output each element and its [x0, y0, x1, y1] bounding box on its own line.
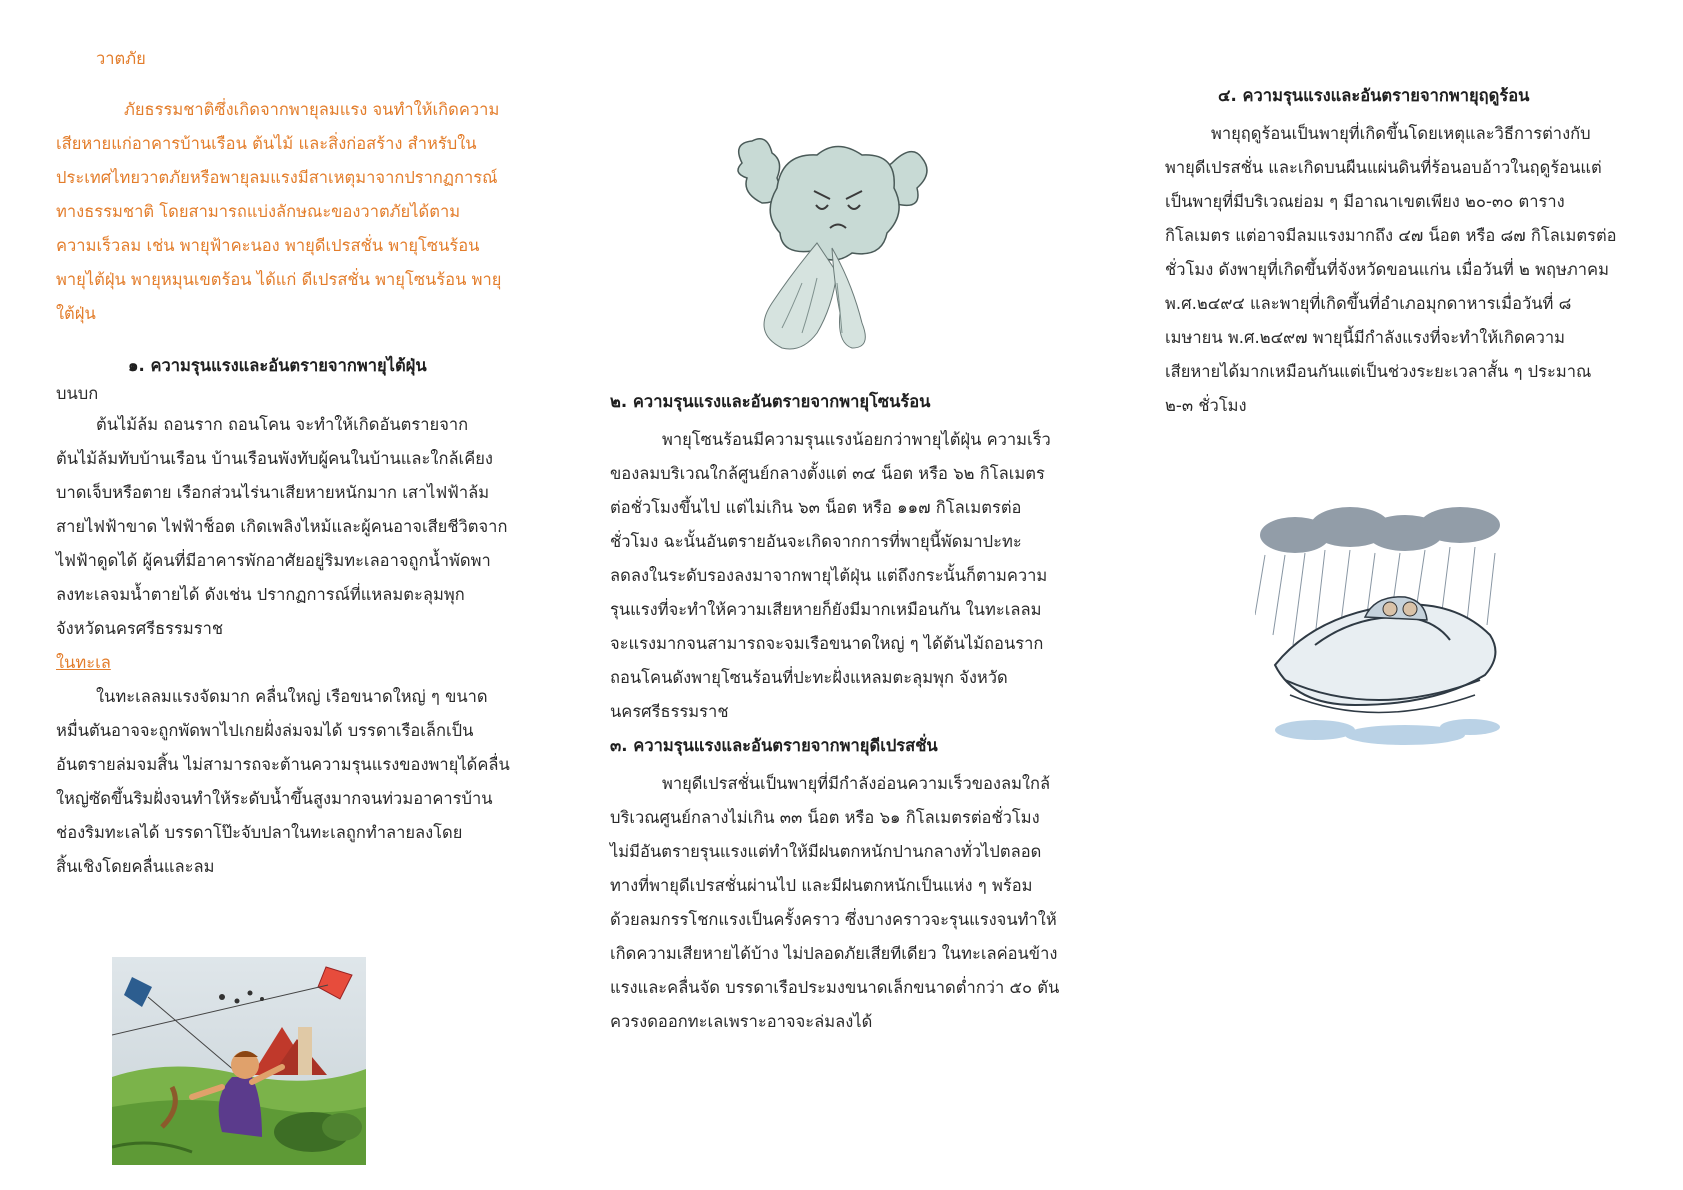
sea-line: ใหญ่ซัดขึ้นริมฝั่งจนทำให้ระดับน้ำขึ้นสูงมากจนท่วมอาคารบ้าน — [56, 789, 493, 808]
sea-line: ช่องริมทะเลได้ บรรดาโป๊ะจับปลาในทะเลถูกทำลายลงโดย — [56, 823, 463, 842]
sea-line: หมื่นตันอาจจะถูกพัดพาไปเกยฝั่งล่มจมได้ บรรดาเรือเล็กเป็น — [56, 721, 474, 740]
storm-line: จะแรงมากจนสามารถจะจมเรือขนาดใหญ่ ๆ ได้ต้นไม้ถอนราก — [610, 634, 1044, 653]
heading-depression: ๓. ความรุนแรงและอันตรายจากพายุดีเปรสชั่น — [610, 736, 938, 755]
summer-line: พ.ศ.๒๔๙๔ และพายุที่เกิดขึ้นที่อำเภอมุกดาหารเมื่อวันที่ ๘ — [1165, 294, 1572, 313]
summer-line: พายุดีเปรสชั่น และเกิดบนผืนแผ่นดินที่ร้อนอบอ้าวในฤดูร้อนแต่ — [1165, 158, 1602, 177]
wind-cloud-illustration — [722, 133, 942, 353]
car-rain-icon — [1255, 505, 1505, 755]
storm-line: ลดลงในระดับรองลงมาจากพายุไต้ฝุ่น แต่ถึงกระนั้นก็ตามความ — [610, 566, 1048, 585]
depression-line: บริเวณศูนย์กลางไม่เกิน ๓๓ น็อต หรือ ๖๑ กิโลเมตรต่อชั่วโมง — [610, 808, 1040, 827]
land-label: บนบก — [56, 384, 99, 403]
kite-wind-icon — [112, 957, 366, 1165]
summer-line: พายุฤดูร้อนเป็นพายุที่เกิดขึ้นโดยเหตุและวิธีการต่างกับ — [1211, 124, 1591, 143]
intro-line: ใต้ฝุ่น — [56, 304, 96, 323]
land-line: ไฟฟ้าดูดได้ ผู้คนที่มีอาคารพักอาศัยอยู่ริมทะเลอาจถูกน้ำพัดพา — [56, 551, 491, 570]
depression-line: ไม่มีอันตรายรุนแรงแต่ทำให้มีฝนตกหนักปานกลางทั่วไปตลอด — [610, 842, 1042, 861]
intro-line: ทางธรรมชาติ โดยสามารถแบ่งลักษณะของวาตภัยได้ตาม — [56, 202, 461, 221]
heading-tropical-storm: ๒. ความรุนแรงและอันตรายจากพายุโซนร้อน — [610, 392, 931, 411]
depression-line: ทางที่พายุดีเปรสชั่นผ่านไป และมีฝนตกหนักเป็นแห่ง ๆ พร้อม — [610, 876, 1033, 895]
section-title: วาตภัย — [96, 49, 146, 68]
depression-line: ด้วยลมกรรโชกแรงเป็นครั้งคราว ซึ่งบางคราวจะรุนแรงจนทำให้ — [610, 910, 1057, 929]
land-line: บาดเจ็บหรือตาย เรือกส่วนไร่นาเสียหายหนักมาก เสาไฟฟ้าล้ม — [56, 483, 490, 502]
sea-line: สิ้นเชิงโดยคลื่นและลม — [56, 857, 215, 876]
intro-line: เสียหายแก่อาคารบ้านเรือน ต้นไม้ และสิ่งก่อสร้าง สำหรับใน — [56, 134, 477, 153]
summer-line: เป็นพายุที่มีบริเวณย่อม ๆ มีอาณาเขตเพียง ๒๐-๓๐ ตาราง — [1165, 192, 1565, 211]
sea-label: ในทะเล — [56, 653, 111, 672]
storm-line: ถอนโคนดังพายุโซนร้อนที่ปะทะฝั่งแหลมตะลุมพุก จังหวัด — [610, 668, 1008, 687]
storm-line: รุนแรงที่จะทำให้ความเสียหายก็ยังมีมากเหมือนกัน ในทะเลลม — [610, 600, 1042, 619]
storm-line: ชั่วโมง ฉะนั้นอันตรายอันจะเกิดจากการที่พายุนี้พัดมาปะทะ — [610, 532, 1022, 551]
car-in-rain-illustration — [1255, 505, 1505, 755]
summer-line: กิโลเมตร แต่อาจมีลมแรงมากถึง ๔๗ น็อต หรือ ๘๗ กิโลเมตรต่อ — [1165, 226, 1617, 245]
storm-line: นครศรีธรรมราช — [610, 702, 729, 721]
storm-line: ต่อชั่วโมงขึ้นไป แต่ไม่เกิน ๖๓ น็อต หรือ ๑๑๗ กิโลเมตรต่อ — [610, 498, 1022, 517]
heading-typhoon: ๑. ความรุนแรงและอันตรายจากพายุไต้ฝุ่น — [128, 356, 427, 375]
summer-line: ชั่วโมง ดังพายุที่เกิดขึ้นที่จังหวัดขอนแก่น เมื่อวันที่ ๒ พฤษภาคม — [1165, 260, 1609, 279]
land-line: จังหวัดนครศรีธรรมราช — [56, 619, 224, 638]
kite-wind-illustration — [112, 957, 366, 1165]
storm-line: ของลมบริเวณใกล้ศูนย์กลางตั้งแต่ ๓๔ น็อต หรือ ๖๒ กิโลเมตร — [610, 464, 1045, 483]
wind-cloud-icon — [722, 133, 942, 353]
land-line: ลงทะเลจมน้ำตายได้ ดังเช่น ปรากฏการณ์ที่แหลมตะลุมพุก — [56, 585, 465, 604]
intro-line: ประเทศไทยวาตภัยหรือพายุลมแรงมีสาเหตุมาจากปรากฏการณ์ — [56, 168, 498, 187]
summer-line: เสียหายได้มากเหมือนกันแต่เป็นช่วงระยะเวลาสั้น ๆ ประมาณ — [1165, 362, 1592, 381]
intro-line: ภัยธรรมชาติซึ่งเกิดจากพายุลมแรง จนทำให้เกิดความ — [124, 100, 500, 119]
storm-line: พายุโซนร้อนมีความรุนแรงน้อยกว่าพายุไต้ฝุ่น ความเร็ว — [662, 430, 1051, 449]
summer-line: ๒-๓ ชั่วโมง — [1165, 396, 1247, 415]
summer-line: เมษายน พ.ศ.๒๔๙๗ พายุนี้มีกำลังแรงที่จะทำให้เกิดความ — [1165, 328, 1566, 347]
sea-line: อันตรายล่มจมสิ้น ไม่สามารถจะต้านความรุนแรงของพายุได้คลื่น — [56, 755, 510, 774]
intro-line: พายุไต้ฝุ่น พายุหมุนเขตร้อน ได้แก่ ดีเปรสชั่น พายุโซนร้อน พายุ — [56, 270, 502, 289]
sea-line: ในทะเลลมแรงจัดมาก คลื่นใหญ่ เรือขนาดใหญ่ ๆ ขนาด — [96, 687, 488, 706]
land-line: ต้นไม้ล้มทับบ้านเรือน บ้านเรือนพังทับผู้คนในบ้านและใกล้เคียง — [56, 449, 493, 468]
depression-line: พายุดีเปรสชั่นเป็นพายุที่มีกำลังอ่อนความเร็วของลมใกล้ — [662, 774, 1051, 793]
depression-line: เกิดความเสียหายได้บ้าง ไม่ปลอดภัยเสียทีเดียว ในทะเลค่อนข้าง — [610, 944, 1058, 963]
intro-line: ความเร็วลม เช่น พายุฟ้าคะนอง พายุดีเปรสชั่น พายุโซนร้อน — [56, 236, 480, 255]
land-line: สายไฟฟ้าขาด ไฟฟ้าช็อต เกิดเพลิงไหม้และผู้คนอาจเสียชีวิตจาก — [56, 517, 508, 536]
land-line: ต้นไม้ล้ม ถอนราก ถอนโคน จะทำให้เกิดอันตรายจาก — [96, 415, 469, 434]
depression-line: แรงและคลื่นจัด บรรดาเรือประมงขนาดเล็กขนาดต่ำกว่า ๕๐ ตัน — [610, 978, 1060, 997]
heading-summer-storm: ๔. ความรุนแรงและอันตรายจากพายุฤดูร้อน — [1218, 86, 1530, 105]
depression-line: ควรงดออกทะเลเพราะอาจจะล่มลงได้ — [610, 1012, 873, 1031]
